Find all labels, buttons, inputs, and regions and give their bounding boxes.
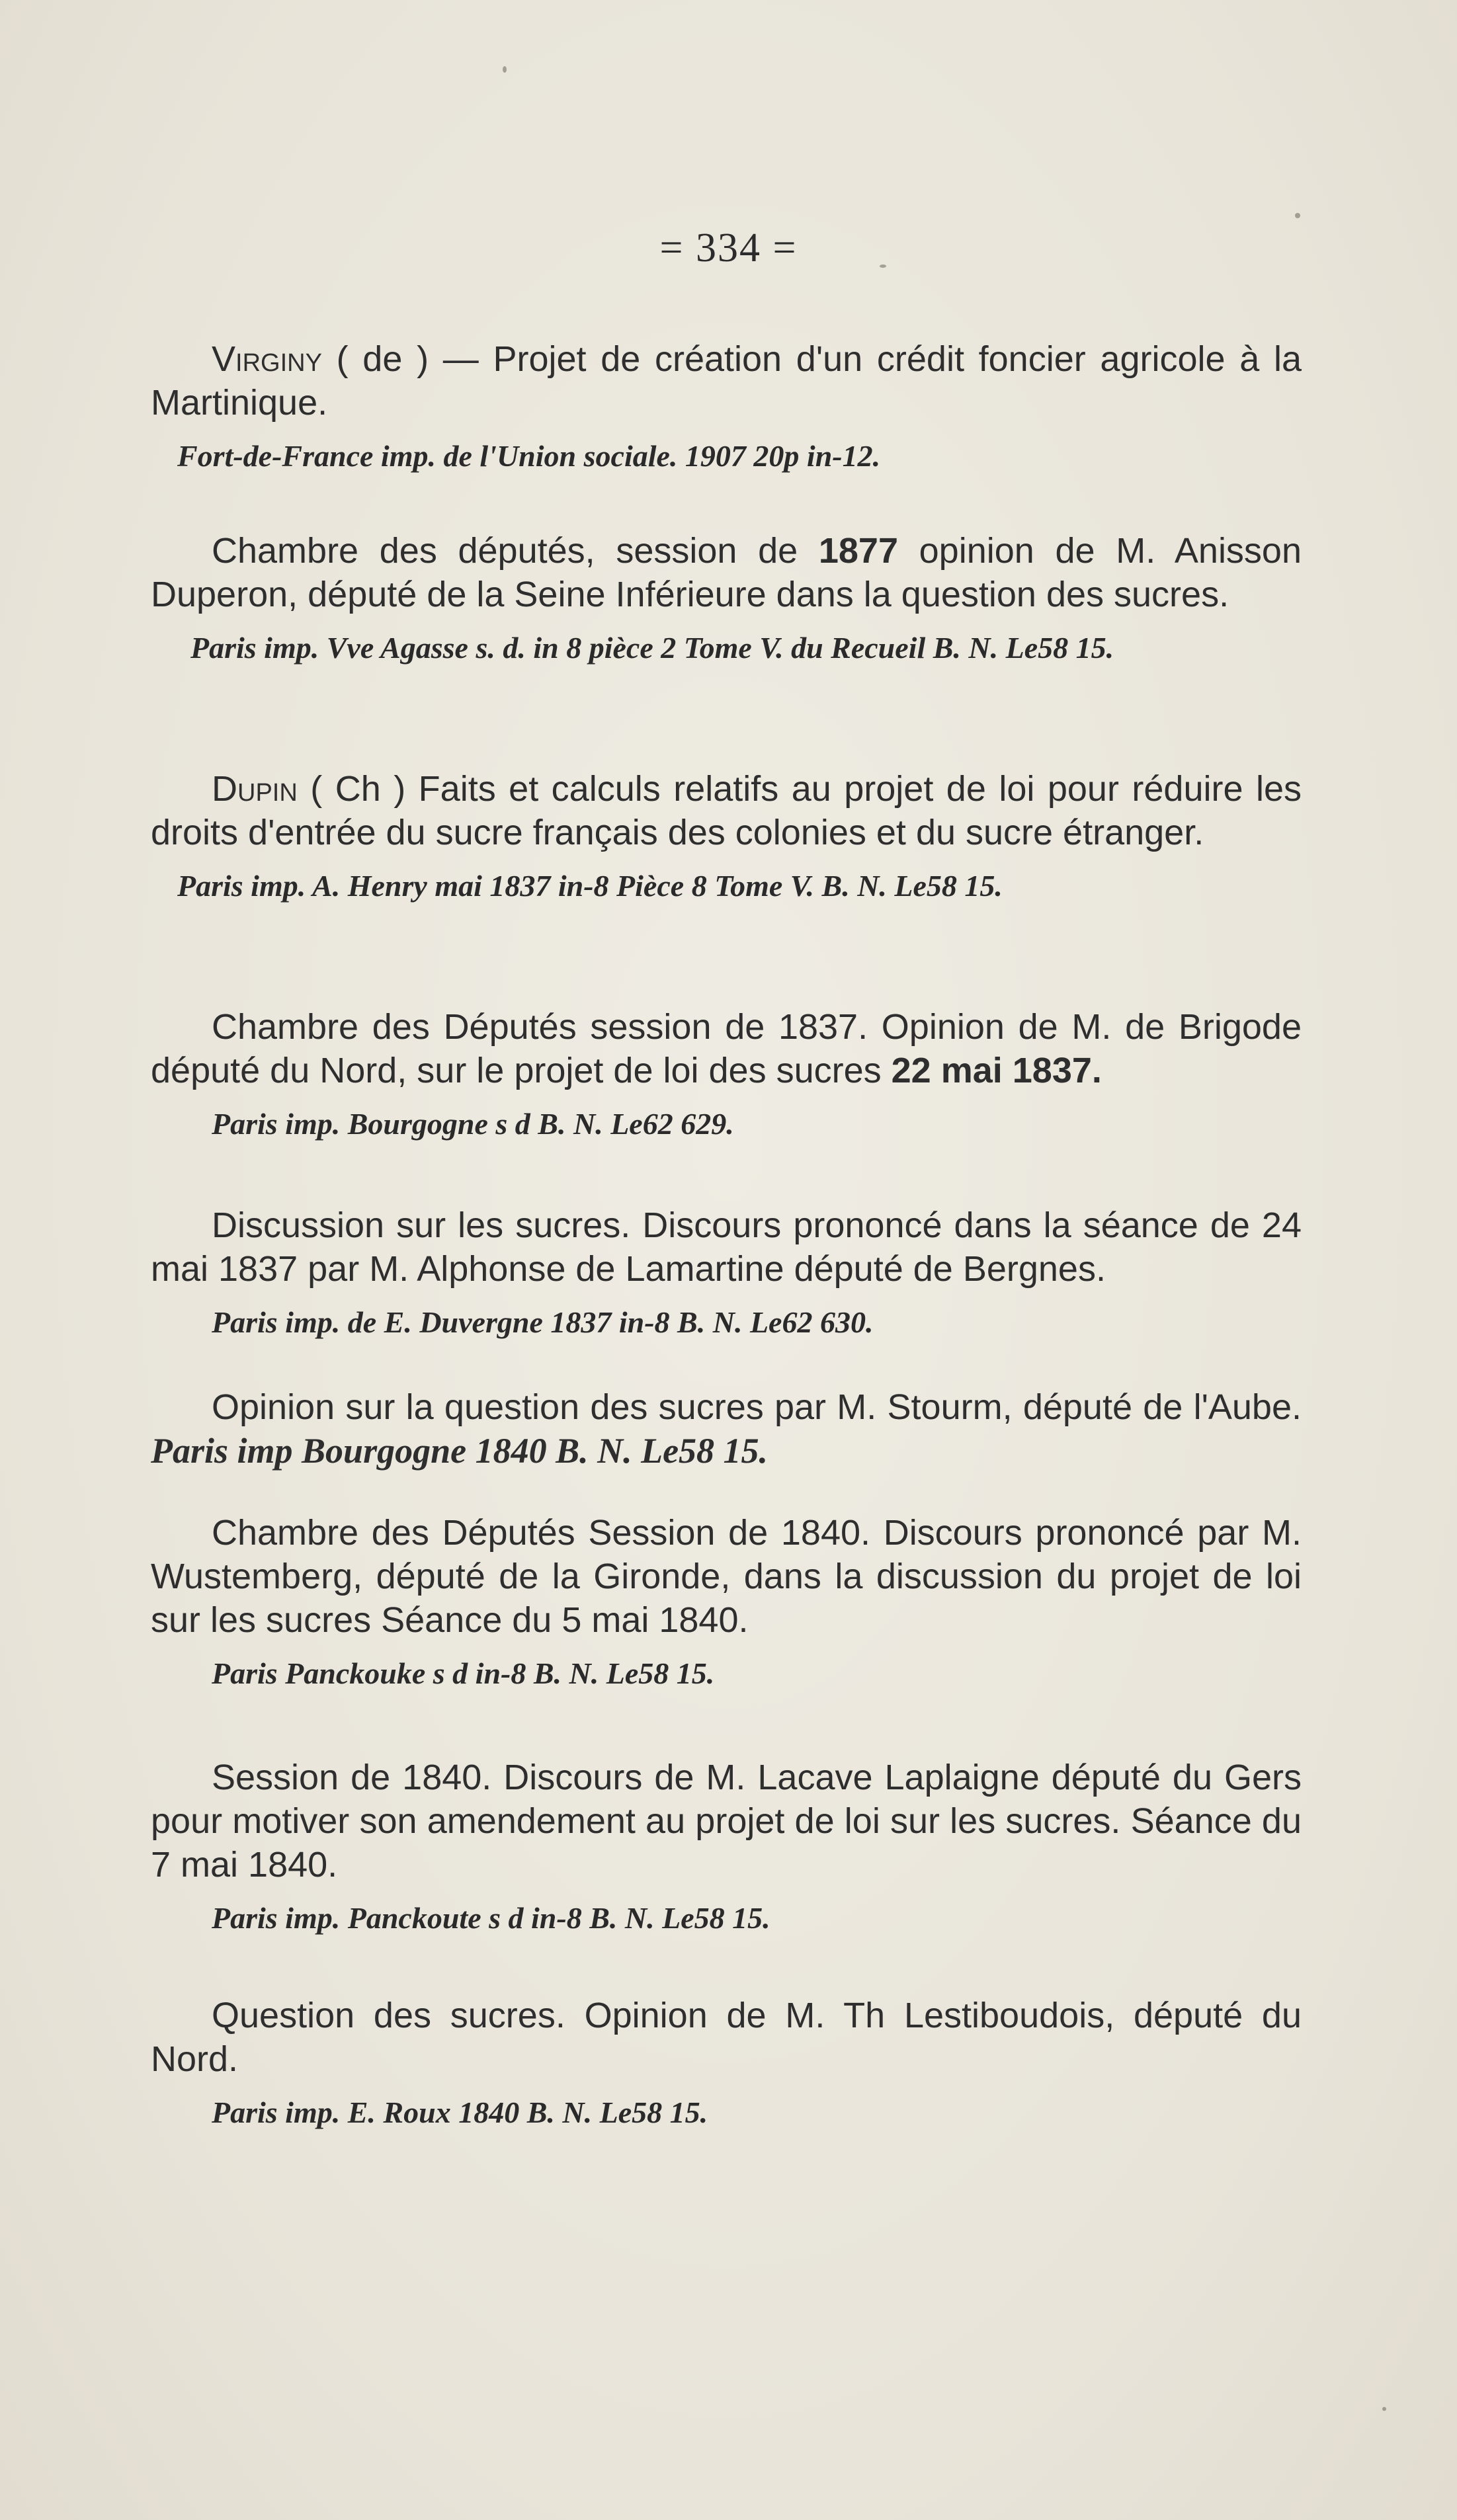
entry-author: Dupin (212, 769, 298, 809)
entry-imprint: Paris imp. A. Henry mai 1837 in-8 Pièce 8 Tome V. B. N. Le58 15. (177, 869, 1003, 903)
entry-imprint: Paris imp. Panckoute s d in-8 B. N. Le58 15. (212, 1901, 770, 1935)
entry-imprint: Paris imp. Bourgogne s d B. N. Le62 629. (212, 1107, 734, 1141)
scan-speck (503, 66, 507, 73)
entry-imprint: Paris imp Bourgogne 1840 B. N. Le58 15. (151, 1431, 769, 1471)
entry-text: Chambre des Députés session de 1837. Opinion de M. de Brigode député du Nord, sur le projet de loi des sucres 22 mai 1837. (151, 1007, 1302, 1090)
entry-imprint: Paris imp. de E. Duvergne 1837 in-8 B. N. Le62 630. (212, 1305, 874, 1339)
entry-imprint: Fort-de-France imp. de l'Union sociale. 1907 20p in-12. (177, 439, 881, 473)
entry-author: Virginy (212, 339, 322, 379)
bibliography-entry (151, 1005, 1302, 1144)
bibliography-entry (151, 1203, 1302, 1342)
entry-text: Virginy ( de ) — Projet de création d'un crédit foncier agricole à la Martinique. (151, 339, 1302, 423)
entry-text: Discussion sur les sucres. Discours prononcé dans la séance de 24 mai 1837 par M. Alphonse de Lamartine député de Bergnes. (151, 1205, 1302, 1289)
entry-text: Opinion sur la question des sucres par M. Stourm, député de l'Aube. Paris imp Bourgogne 1840 B. N. Le58 15. (151, 1387, 1302, 1471)
bibliography-entry (151, 1385, 1302, 1473)
entry-year: 1877 (818, 531, 898, 571)
entry-imprint: Paris imp. Vve Agasse s. d. in 8 pièce 2 Tome V. du Recueil B. N. Le58 15. (190, 631, 1114, 665)
entry-text: Chambre des Députés Session de 1840. Discours prononcé par M. Wustemberg, député de la Gironde, dans la discussion du projet de loi sur les sucres Séance du 5 mai 1840. (151, 1513, 1302, 1640)
bibliography-entry (151, 1511, 1302, 1693)
entry-text: Dupin ( Ch ) Faits et calculs relatifs au projet de loi pour réduire les droits d'entrée du sucre français des colonies et du sucre étranger. (151, 769, 1302, 852)
page-number: = 334 = (659, 225, 798, 270)
bibliography-entry (151, 1994, 1302, 2133)
entry-text: Chambre des députés, session de 1877 opinion de M. Anisson Duperon, député de la Seine Inférieure dans la question des sucres. (151, 531, 1302, 614)
bibliography-entry (151, 767, 1302, 906)
entry-imprint: Paris Panckouke s d in-8 B. N. Le58 15. (212, 1656, 715, 1690)
bibliography-entry (151, 337, 1302, 476)
bibliography-entry (151, 529, 1302, 668)
entry-text: Session de 1840. Discours de M. Lacave Laplaigne député du Gers pour motiver son amendement au projet de loi sur les sucres. Séance du 7 mai 1840. (151, 1758, 1302, 1885)
entry-date: 22 mai 1837. (891, 1051, 1102, 1090)
entry-text: Question des sucres. Opinion de M. Th Lestiboudois, député du Nord. (151, 1996, 1302, 2079)
scan-speck (1382, 2407, 1386, 2411)
entry-imprint: Paris imp. E. Roux 1840 B. N. Le58 15. (212, 2095, 708, 2129)
scan-speck (1295, 213, 1300, 218)
bibliography-entry (151, 1756, 1302, 1938)
